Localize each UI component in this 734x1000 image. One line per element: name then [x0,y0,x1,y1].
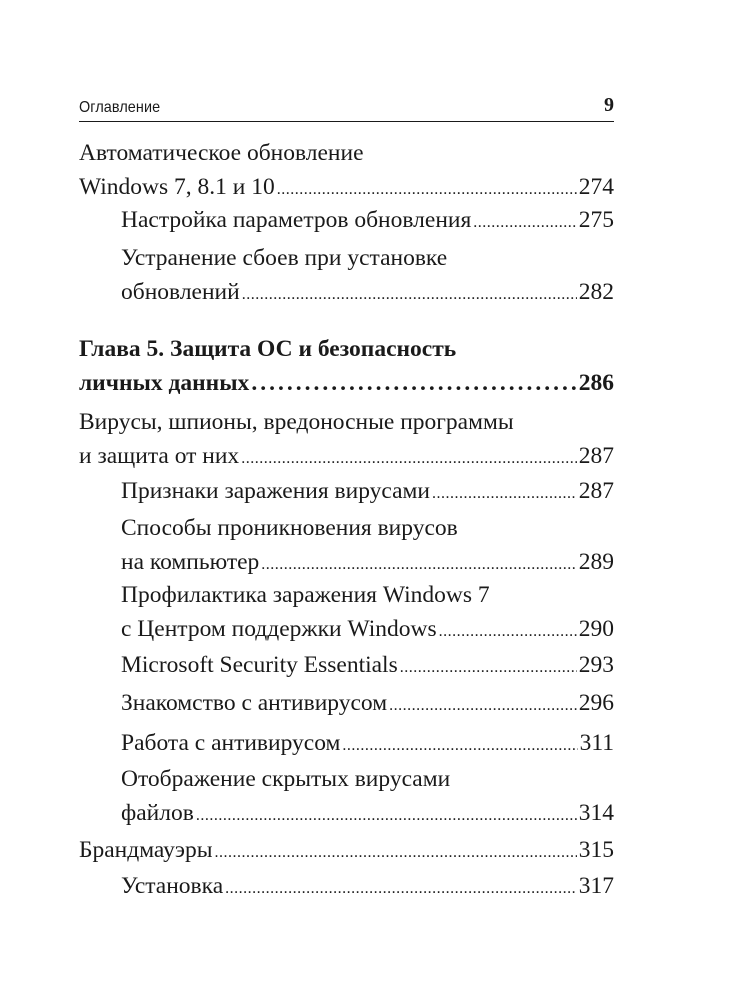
toc-entry-title: обновлений [121,279,240,305]
dot-leader [342,729,577,763]
toc-page-number: 314 [578,800,614,826]
toc-entry[interactable] [121,648,614,685]
toc-entry[interactable] [121,869,614,906]
toc-entry-title: Windows 7, 8.1 и 10 [79,174,275,200]
dot-leader [389,689,577,723]
dot-leader [473,206,576,240]
toc-entry-title: Работа с антивирусом [121,730,341,756]
toc-entry[interactable] [79,405,614,476]
dot-leader [225,872,577,906]
toc-entry-title: Знакомство с антивирусом [121,690,388,716]
toc-entry[interactable] [121,241,614,312]
toc-entry-title: Microsoft Security Essentials [121,652,398,678]
toc-entry-title: Признаки заражения вирусами [121,478,430,504]
dot-leader [251,366,576,400]
dot-leader [400,651,577,685]
toc-entry-title-line1: Автоматическое обновление [79,140,364,166]
toc-page-number: 296 [578,690,614,716]
toc-page-number: 289 [578,549,614,575]
toc-entry[interactable] [121,203,614,240]
toc-entry-title: Брандмауэры [79,837,213,863]
header-section-name: Оглавление [79,99,161,116]
toc-entry-title: Установка [121,873,224,899]
dot-leader [432,477,577,511]
toc-page-number: 286 [578,370,614,396]
dot-leader [215,836,577,870]
toc-page-number: 274 [578,174,614,200]
toc-entry[interactable] [121,726,614,763]
dot-leader [277,173,577,207]
toc-entry[interactable] [79,833,614,870]
toc-entry[interactable] [121,762,614,833]
toc-entry-title: Настройка параметров обновления [121,207,472,233]
toc-page-number: 287 [578,478,614,504]
toc-page-number: 317 [578,873,614,899]
dot-leader [196,799,577,833]
toc-entry-title-line1: Вирусы, шпионы, вредоносные программы [79,409,514,435]
header-page-number: 9 [604,94,614,116]
toc-chapter-title: личных данных [79,370,250,396]
toc-entry-title-line1: Устранение сбоев при установке [121,245,448,271]
toc-entry-title: и защита от них [79,443,240,469]
dot-leader [241,442,577,476]
toc-chapter-entry[interactable] [79,332,614,400]
toc-entry-title-line1: Способы проникновения вирусов [121,515,458,541]
dot-leader [261,548,576,582]
toc-entry[interactable] [121,474,614,511]
dot-leader [242,278,577,312]
toc-entry-title: на компьютер [121,549,260,575]
toc-entry[interactable] [121,578,614,649]
toc-entry[interactable] [79,136,614,207]
toc-entry-title-line1: Отображение скрытых вирусами [121,766,451,792]
dot-leader [439,615,577,649]
toc-chapter-title-line1: Глава 5. Защита ОС и безопасность [79,336,457,362]
toc-page-number: 293 [578,652,614,678]
toc-entry-title: с Центром поддержки Windows [121,616,437,642]
running-header [79,93,614,122]
toc-page-number: 287 [578,443,614,469]
toc-entry[interactable] [121,686,614,723]
toc-page-number: 275 [578,207,614,233]
toc-page-number: 315 [578,837,614,863]
toc-page-number: 311 [579,730,614,756]
toc-page-number: 282 [578,279,614,305]
toc-entry-title: файлов [121,800,194,826]
toc-page-number: 290 [578,616,614,642]
toc-entry[interactable] [121,511,614,582]
toc-entry-title-line1: Профилактика заражения Windows 7 [121,582,490,608]
